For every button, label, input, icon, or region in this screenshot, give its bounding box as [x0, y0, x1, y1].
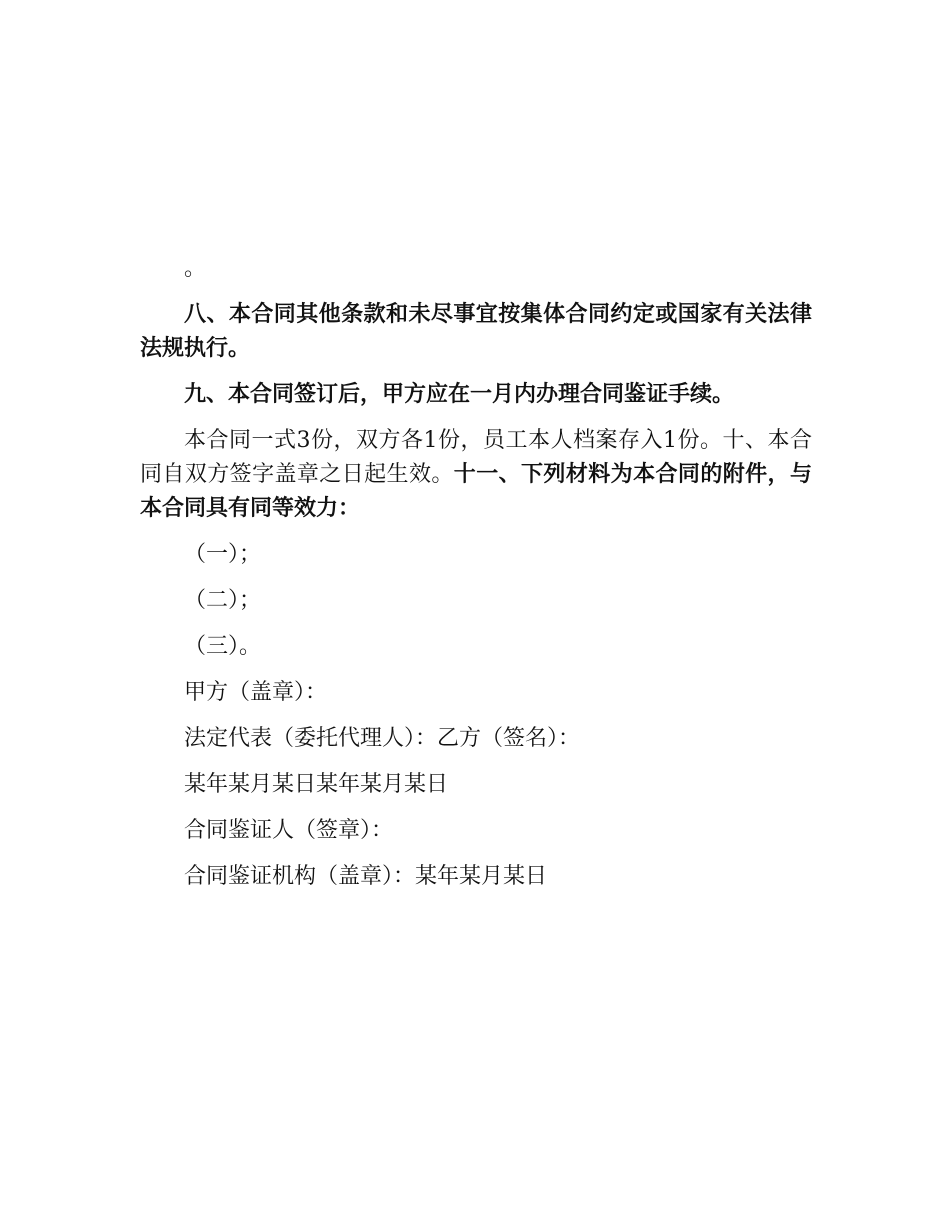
document-body	[140, 252, 812, 906]
clause-9: 九、本合同签订后，甲方应在一月内办理合同鉴证手续。	[184, 382, 735, 407]
copies-text: 本合同一式3份，双方各1份，员工本人档案存入1份。十、本合同自双方签字盖章之日起生效。	[140, 428, 812, 487]
dates-line: 某年某月某日某年某月某日	[184, 772, 449, 797]
copies-paragraph	[140, 424, 812, 526]
clause-11: 十一、下列材料为本合同的附件，与本合同具有同等效力：	[140, 462, 812, 521]
party-a-seal-line: 甲方（盖章）：	[184, 680, 328, 705]
verifier-line: 合同鉴证人（签章）：	[184, 818, 394, 843]
clause-8: 八、本合同其他条款和未尽事宜按集体合同约定或国家有关法律法规执行。	[140, 302, 812, 361]
attachment-3: （三）。	[184, 634, 262, 659]
attachment-1: （一）；	[184, 542, 262, 567]
verify-org-line: 合同鉴证机构（盖章）：某年某月某日	[184, 864, 548, 889]
fragment-end: 。	[184, 256, 207, 281]
attachment-2: （二）；	[184, 588, 262, 613]
representatives-line: 法定代表（委托代理人）：乙方（签名）：	[184, 726, 581, 751]
